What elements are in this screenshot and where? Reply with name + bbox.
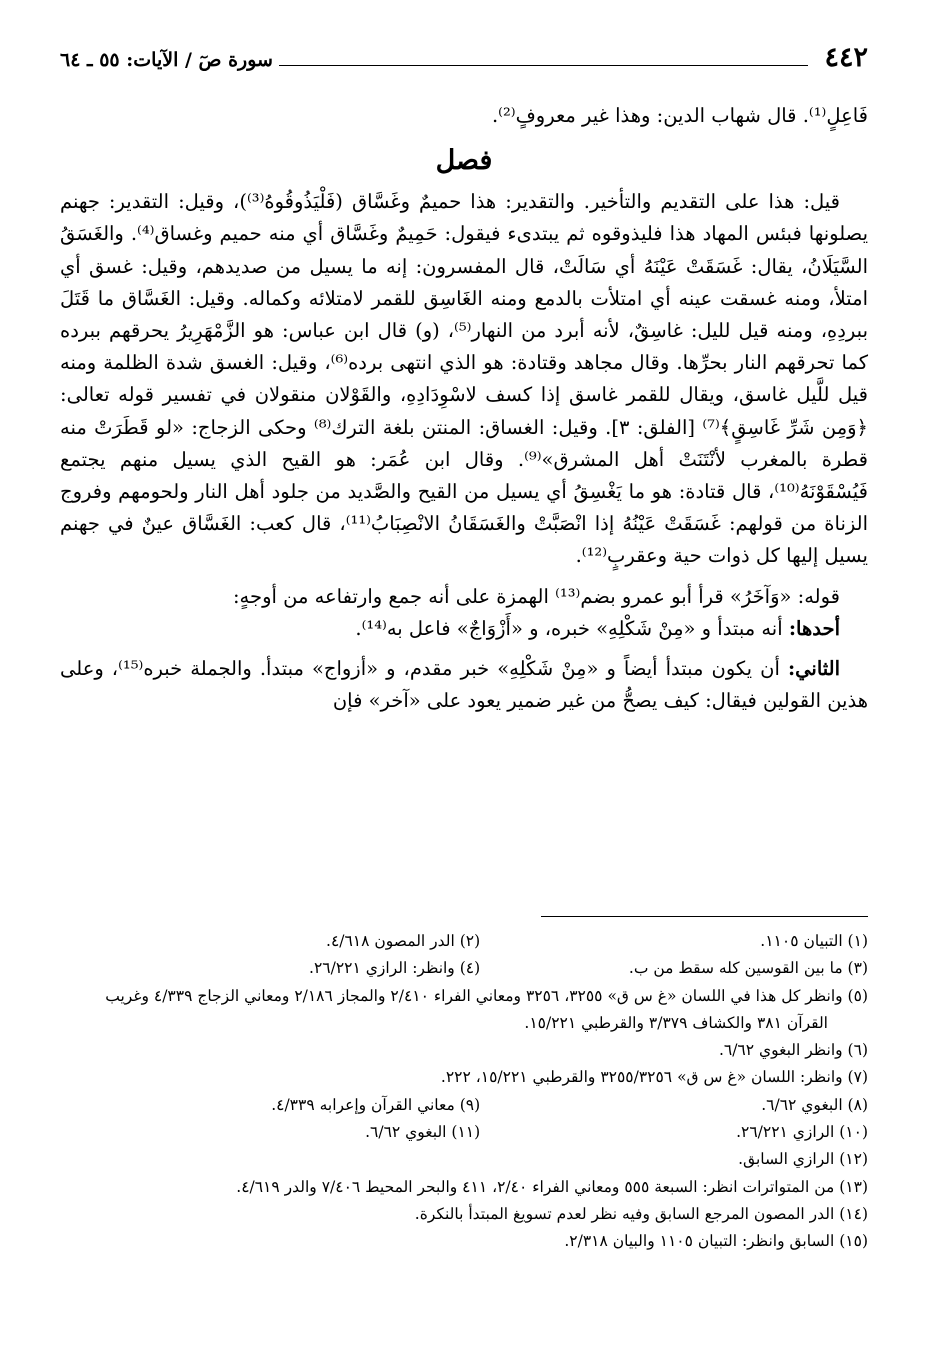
footnote-13: (١٣) من المتواترات انظر: السبعة ٥٥٥ ومعاني الفراء ٢/٤٠، ٤١١ والبحر المحيط ٧/٤٠٦ والدر ٤/٦١٩. [236,1177,868,1196]
footnote-row [60,1037,868,1064]
footnote-8: (٨) البغوي ٦/٦٢. [761,1095,868,1114]
footnote-4: (٤) وانظر: الرازي ٢٦/٢٢١. [309,959,481,978]
section-heading: فصل [435,145,493,177]
continuation-line: فَاعِلٍ⁽¹⁾. قال شهاب الدين: وهذا غير معروفٍ⁽²⁾. [491,104,868,127]
second-aspect-text: أن يكون مبتدأ أيضاً و «مِنْ شَكْلِهِ» خبر مقدم، و «أزواج» مبتدأ. والجملة خبره⁽¹⁵⁾، وعلى هذين القولين فيقال: كيف يصحُّ من غير ضمير يعود على «آخر» فإن [60,657,868,713]
paragraph-second-aspect [60,653,868,717]
paragraph-reading: قوله: «وَآخَرُ» قرأ أبو عمرو بضم⁽¹³⁾ الهمزة على أنه جمع وارتفاعه من أوجهٍ: [232,584,840,608]
page-header [60,34,868,74]
main-text [60,100,868,717]
book-page [60,30,868,1340]
footnote-14: (١٤) الدر المصون المرجع السابق وفيه نظر لعدم تسويغ المبتدأ بالنكرة. [414,1204,868,1223]
footnote-row [60,1146,868,1173]
second-aspect-label: الثاني: [787,657,841,681]
paragraph-first-aspect [60,613,868,645]
footnote-3: (٣) ما بين القوسين كله سقط من ب. [628,959,868,978]
footnote-row [60,1174,868,1201]
footnote-1: (١) التبيان ١١٠٥. [760,932,868,950]
footnote-row [60,1228,868,1255]
footnote-row [60,928,868,955]
footnote-row [60,955,868,982]
header-rule [279,65,809,66]
running-title: سورة صٓ / الآيات: ٥٥ ـ ٦٤ [60,49,273,71]
footnote-row [60,1119,868,1146]
footnote-12: (١٢) الرازي السابق. [738,1150,868,1169]
footnote-11: (١١) البغوي ٦/٦٢. [365,1123,481,1142]
footnote-9: (٩) معاني القرآن وإعرابه ٤/٣٣٩. [271,1095,481,1114]
first-aspect-text: أنه مبتدأ و «مِنْ شَكْلِهِ» خبره، و «أَزْوَاجٌ» فاعل به⁽¹⁴⁾. [355,616,783,640]
first-aspect-label: أحدها: [788,616,840,640]
footnote-row [60,1064,868,1091]
footnote-7: (٧) وانظر: اللسان «غ س ق» ٣٢٥٥/٣٢٥٦ والقرطبي ١٥/٢٢١، ٢٢٢. [440,1068,868,1087]
paragraph-ghassaq: قيل: هذا على التقديم والتأخير. والتقدير: هذا حميمٌ وغَسَّاق (فَلْيَذُوقُوهُ⁽³⁾)، وقيل: التقدير: جهنم يصلونها فبئس المهاد هذا فليذوقوه ثم يبتدىء فيقول: حَمِيمٌ وغَسَّاق أي منه حميم وغساق⁽⁴⁾. والغَسَقُ السَّيَلَانُ، يقال: غَسَقَتْ عَيْنَهُ أي سَالَتْ، قال المفسرون: إنه ما يسيل من صديدهم، وقيل: غسق أي امتلأ، ومنه غسقت عينه أي امتلأت بالدمع ومنه الغَاسِق للقمر لامتلائه وكماله. وقيل: الغَسَّاق ما قَتَلَ ببردِهِ، ومنه قيل لليل: غاسِقٌ، لأنه أبرد من النهار⁽⁵⁾، (و) قال ابن عباس: هو الزَّمْهَرِيرُ يحرقهم ببرده كما تحرقهم النار بحرِّها. وقال مجاهد وقتادة: هو الذي انتهى برده⁽⁶⁾، وقيل: الغسق شدة الظلمة ومنه قيل للَّيل غاسق، ويقال للقمر غاسق إذا كسف لاسْوِدَادِهِ، والقَوْلان منقولان في تفسير قوله تعالى: ﴿وَمِن شَرِّ غَاسِقٍ﴾⁽⁷⁾ [الفلق: ٣]. وقيل: الغساق: المنتن بلغة الترك⁽⁸⁾ وحكى الزجاج: «لو قَطَرَتْ منه قطرة بالمغرب لأنْتَنَتْ أهل المشرق»⁽⁹⁾. وقال ابن عُمَر: هو القيح الذي يسيل منهم يجتمع فَيُسْقَوْنَهُ⁽¹⁰⁾، قال قتادة: هو ما يَغْسِقُ أي يسيل من القيح والصَّديد من جلود أهل النار ولحومهم وفروج الزناة من قولهم: غَسَقَتْ عَيْنُهُ إذا انْصَبَّتْ والغَسَقَانُ الانْصِبَابُ⁽¹¹⁾، قال كعب: الغَسَّاق عينٌ في جهنم يسيل إليها كل ذوات حية وعقربٍ⁽¹²⁾. [60,190,869,568]
footnote-row [60,1201,868,1228]
footnote-5: (٥) وانظر كل هذا في اللسان «غ س ق» ٣٢٥٥، ٣٢٥٦ ومعاني الفراء ٢/٤١٠ والمجاز ٢/١٨٦ ومعاني الزجاج ٤/٣٣٩ وغريب القرآن ٣٨١ والكشاف ٣/٣٧٩ والقرطبي ١٥/٢٢١. [105,986,868,1032]
footnote-divider [541,916,868,917]
page-number: ٤٤٢ [824,42,868,73]
footnote-15: (١٥) السابق وانظر: التبيان ١١٠٥ والبيان ٢/٣١٨. [564,1232,868,1251]
footnote-2: (٢) الدر المصون ٤/٦١٨. [326,932,481,950]
footnote-row [60,1092,868,1119]
footnote-10: (١٠) الرازي ٢٦/٢٢١. [736,1123,868,1142]
footnote-6: (٦) وانظر البغوي ٦/٦٢. [718,1041,868,1060]
footnotes [60,928,868,1256]
